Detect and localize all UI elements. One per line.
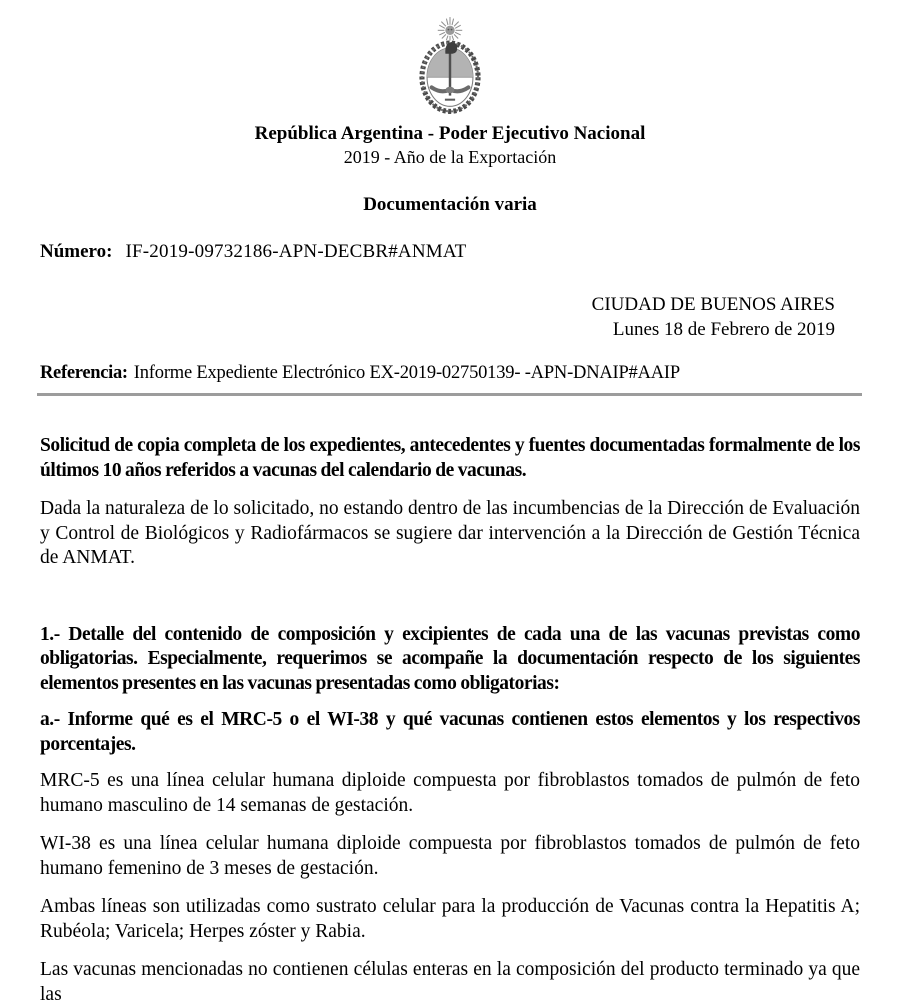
document-body — [40, 434, 860, 1007]
numero-value: IF-2019-09732186-APN-DECBR#ANMAT — [125, 241, 467, 262]
referencia-label: Referencia: — [40, 363, 128, 383]
argentina-coat-of-arms-icon — [404, 14, 496, 116]
paragraph-wi38: WI-38 es una línea celular humana diploide compuesta por fibroblastos tomados de pulmón de feto humano femenino de 3 meses de gestación. — [40, 833, 860, 879]
referencia-value: Informe Expediente Electrónico EX-2019-02750139- -APN-DNAIP#AAIP — [133, 363, 680, 383]
city-line: CIUDAD DE BUENOS AIRES — [591, 294, 835, 315]
paragraph-item-1: 1.- Detalle del contenido de composición y excipientes de cada una de las vacunas previstas como obligatorias. Especialmente, requerimos se acompañe la documentación respecto de los siguientes elementos presentes en las vacunas presentadas como obligatorias: — [40, 623, 860, 694]
document-subtitle: 2019 - Año de la Exportación — [343, 147, 557, 167]
coat-of-arms-wrap — [40, 14, 860, 116]
paragraph-dada-naturaleza: Dada la naturaleza de lo solicitado, no estando dentro de las incumbencias de la Dirección de Evaluación y Control de Biológicos y Radiofármacos se sugiere dar intervención a la Dirección de Gestión Técnica de ANMAT. — [40, 498, 860, 568]
document-type-heading: Documentación varia — [363, 194, 537, 215]
paragraph-las-vacunas: Las vacunas mencionadas no contienen células enteras en la composición del producto terminado ya que las — [40, 959, 860, 1005]
paragraph-ambas-lineas: Ambas líneas son utilizadas como sustrato celular para la producción de Vacunas contra la Hepatitis A; Rubéola; Varicela; Herpes zóster y Rabia. — [40, 896, 860, 942]
paragraph-item-a: a.- Informe qué es el MRC-5 o el WI-38 y qué vacunas contienen estos elementos y los respectivos porcentajes. — [40, 709, 860, 755]
date-line: Lunes 18 de Febrero de 2019 — [612, 319, 835, 340]
referencia-row — [40, 363, 860, 384]
place-date-block — [40, 292, 860, 342]
paragraph-mrc5: MRC-5 es una línea celular humana diploide compuesta por fibroblastos tomados de pulmón de feto humano masculino de 14 semanas de gestación. — [40, 770, 860, 816]
numero-row — [40, 241, 860, 263]
numero-label: Número: — [40, 241, 113, 262]
document-header — [40, 14, 860, 216]
horizontal-rule — [37, 393, 862, 396]
document-title: República Argentina - Poder Ejecutivo Nacional — [254, 123, 646, 144]
paragraph-solicitud: Solicitud de copia completa de los expedientes, antecedentes y fuentes documentadas formalmente de los últimos 10 años referidos a vacunas del calendario de vacunas. — [40, 435, 860, 481]
